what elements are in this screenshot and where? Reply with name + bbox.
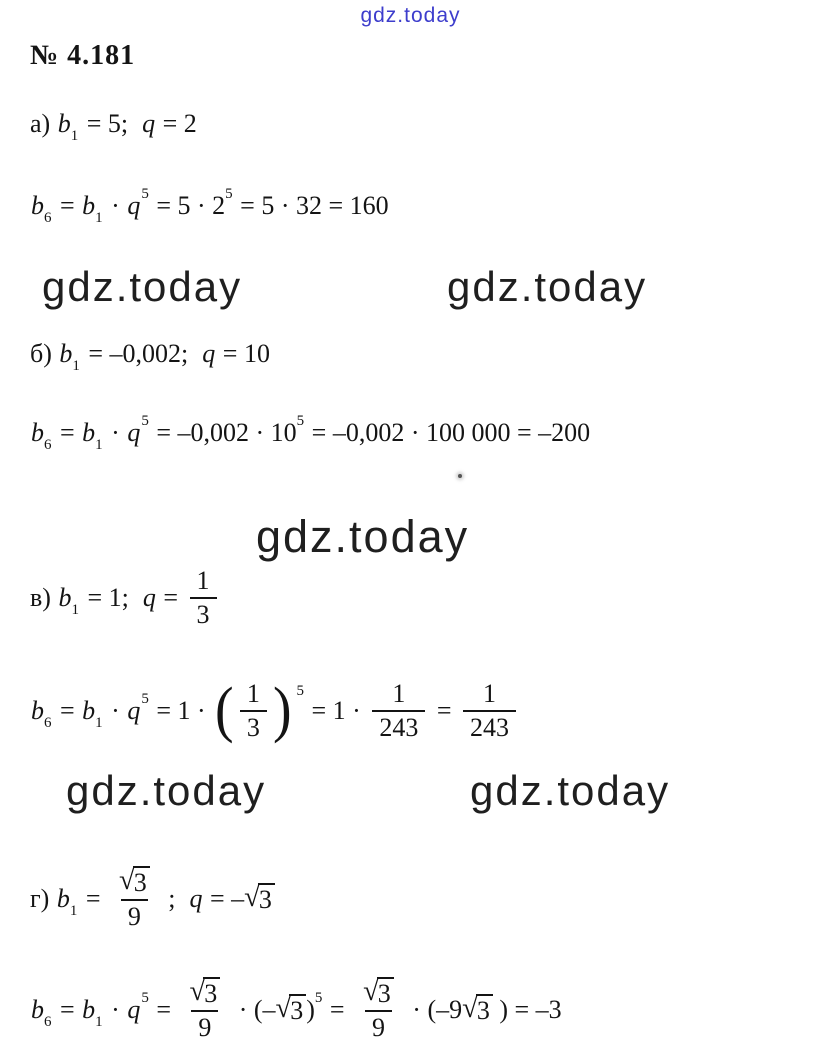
radical-icon: √ [189, 976, 206, 1008]
watermark-row1-right: gdz.today [447, 263, 648, 310]
problem-v-solution: b 6 = b 1 · q 5 = 1 · ( $\frac{1}{3}$ ) 5 = 1 · $\frac{1}{243}$ = $\frac{1}{243}$ [30, 668, 521, 754]
radical-icon: √ [462, 993, 478, 1025]
problem-a-solution: b 6 = b 1 · q 5 = 5 · 2 5 = 5 · 32 = 160 [31, 185, 389, 226]
scan-artifact-dot [458, 474, 462, 478]
watermark-center: gdz.today [256, 511, 470, 562]
problem-g-solution: b 6 = b 1 · q 5 = √ 3 9 · (– √ 3 ) 5 = √ 3 9 · (–9 √ 3 ) = –3 [31, 976, 562, 1042]
radical-icon: √ [275, 993, 292, 1025]
problem-v-given: в) b 1 = 1; q = $\frac{1}{3}$ [30, 560, 222, 636]
radical-icon: √ [244, 882, 260, 914]
problem-g-given: г) b 1 = √ 3 9 ; q = – √ 3 [30, 855, 275, 943]
site-watermark-top: gdz.today [360, 4, 461, 27]
radical-icon: √ [119, 865, 135, 897]
problem-b-given: б) b 1 = –0,002; q = 10 [30, 339, 270, 374]
watermark-row2-left: gdz.today [66, 767, 267, 814]
watermark-row1-left: gdz.today [42, 263, 243, 310]
watermark-row2-right: gdz.today [470, 767, 671, 814]
problem-b-solution: b 6 = b 1 · q 5 = –0,002 · 10 5 = –0,002 · 100 000 = –200 [31, 412, 591, 453]
radical-icon: √ [363, 976, 379, 1008]
problem-number-title: № 4.181 [30, 40, 136, 71]
problem-a-given: а) b 1 = 5; q = 2 [30, 109, 197, 144]
